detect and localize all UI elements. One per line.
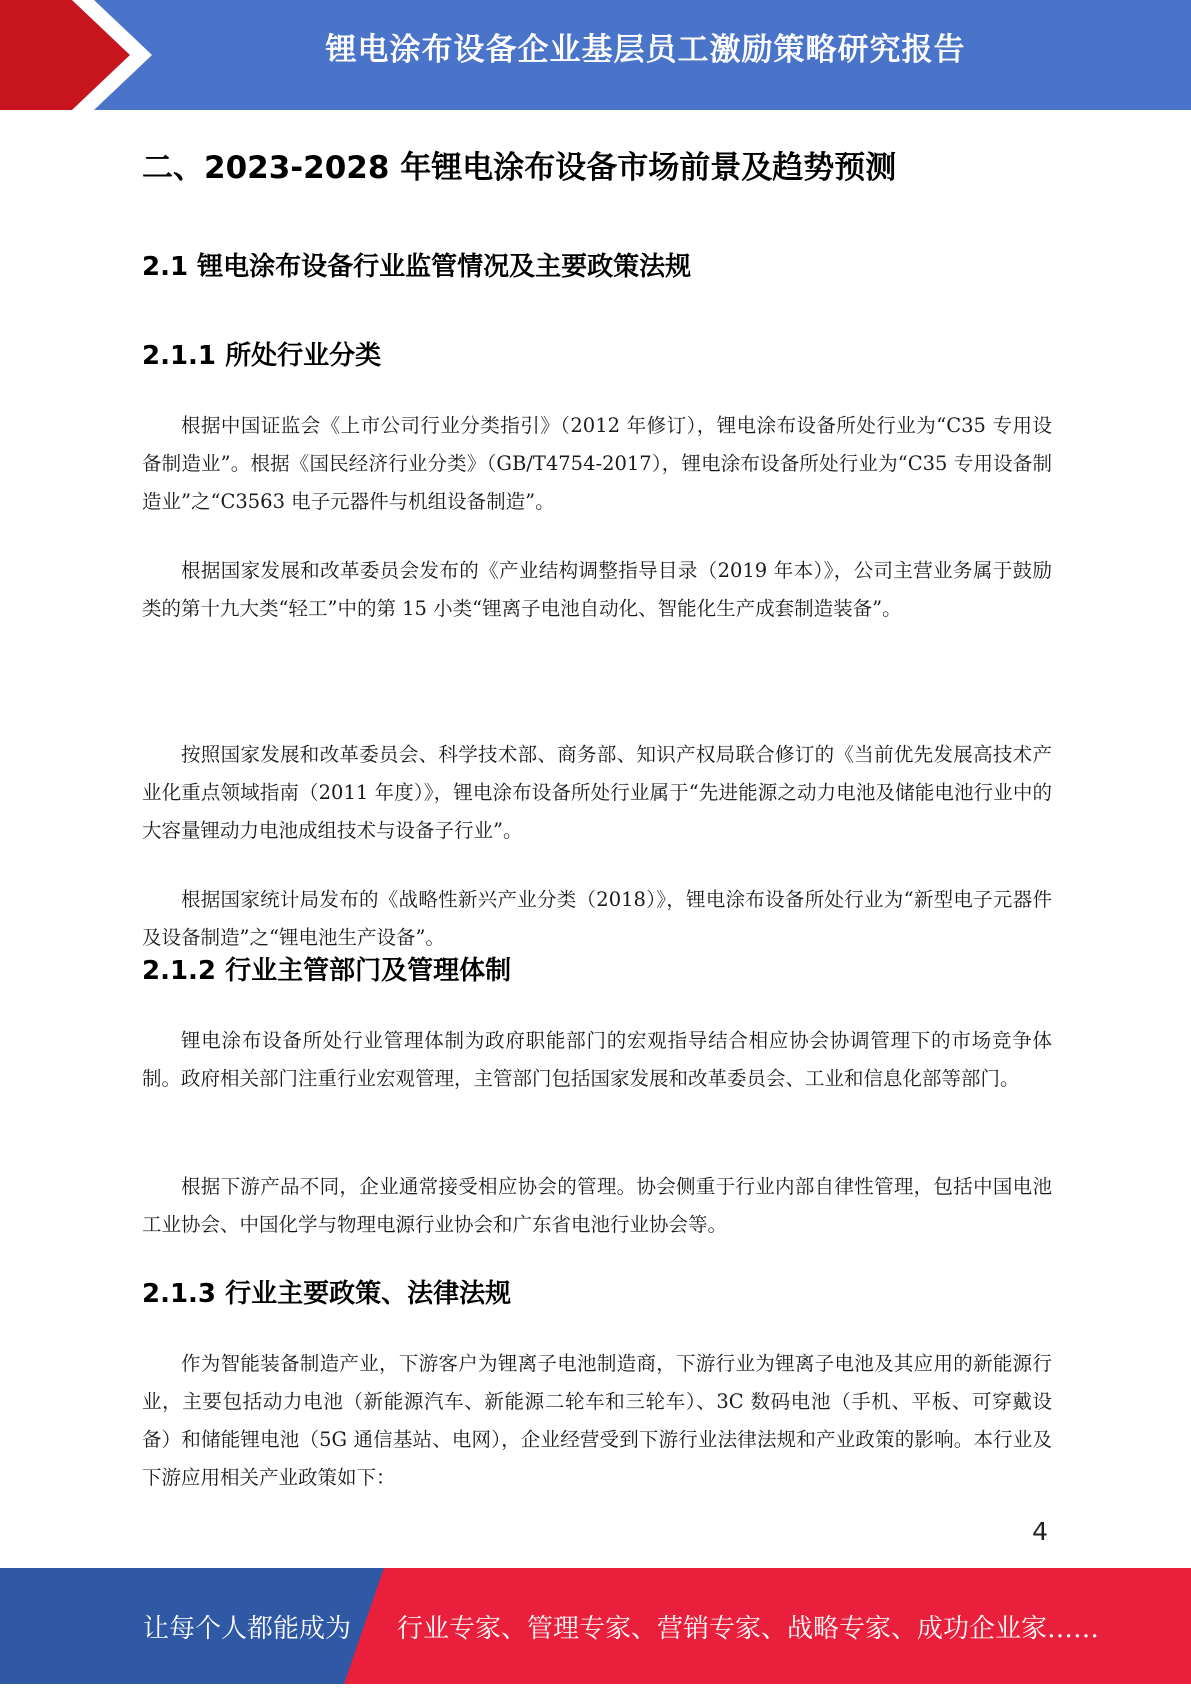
paragraph: 根据下游产品不同，企业通常接受相应协会的管理。协会侧重于行业内部自律性管理，包括中国电池工业协会、中国化学与物理电源行业协会和广东省电池行业协会等。 [142,1175,1052,1236]
report-title: 锂电涂布设备企业基层员工激励策略研究报告 [325,32,966,68]
page-header [0,0,1191,110]
footer-slogan-main: 行业专家、管理专家、营销专家、战略专家、成功企业家…… [397,1614,1100,1644]
paragraph: 根据中国证监会《上市公司行业分类指引》（2012 年修订），锂电涂布设备所处行业为“C35 专用设备制造业”。根据《国民经济行业分类》（GB/T4754-2017），锂电涂布设备所处行业为“C35 专用设备制造业”之“C3563 电子元器件与机组设备制造”。 [142,414,1052,513]
chapter-heading: 二、2023-2028 年锂电涂布设备市场前景及趋势预测 [142,150,897,186]
paragraph: 根据国家发展和改革委员会发布的《产业结构调整指导目录（2019 年本）》，公司主营业务属于鼓励类的第十九大类“轻工”中的第 15 小类“锂离子电池自动化、智能化生产成套制造装备”。 [142,559,1052,620]
paragraph: 作为智能装备制造产业，下游客户为锂离子电池制造商，下游行业为锂离子电池及其应用的新能源行业，主要包括动力电池（新能源汽车、新能源二轮车和三轮车）、3C 数码电池（手机、平板、可穿戴设备）和储能锂电池（5G 通信基站、电网），企业经营受到下游行业法律法规和产业政策的影响。本行业及下游应用相关产业政策如下： [142,1352,1052,1489]
paragraph: 锂电涂布设备所处行业管理体制为政府职能部门的宏观指导结合相应协会协调管理下的市场竞争体制。政府相关部门注重行业宏观管理，主管部门包括国家发展和改革委员会、工业和信息化部等部门。 [142,1029,1052,1090]
paragraph: 按照国家发展和改革委员会、科学技术部、商务部、知识产权局联合修订的《当前优先发展高技术产业化重点领域指南（2011 年度）》，锂电涂布设备所处行业属于“先进能源之动力电池及储能电池行业中的大容量锂动力电池成组技术与设备子行业”。 [142,743,1052,842]
subsection-heading-2-1-2: 2.1.2 行业主管部门及管理体制 [142,956,512,986]
subsection-heading-2-1-1: 2.1.1 所处行业分类 [142,341,382,371]
paragraph: 根据国家统计局发布的《战略性新兴产业分类（2018）》，锂电涂布设备所处行业为“新型电子元器件及设备制造”之“锂电池生产设备”。 [142,888,1052,949]
page-footer [0,1568,1191,1684]
footer-slogan-lead: 让每个人都能成为 [143,1614,352,1644]
section-heading-2-1: 2.1 锂电涂布设备行业监管情况及主要政策法规 [142,252,692,282]
page-number: 4 [1032,1517,1048,1546]
subsection-heading-2-1-3: 2.1.3 行业主要政策、法律法规 [142,1279,512,1309]
